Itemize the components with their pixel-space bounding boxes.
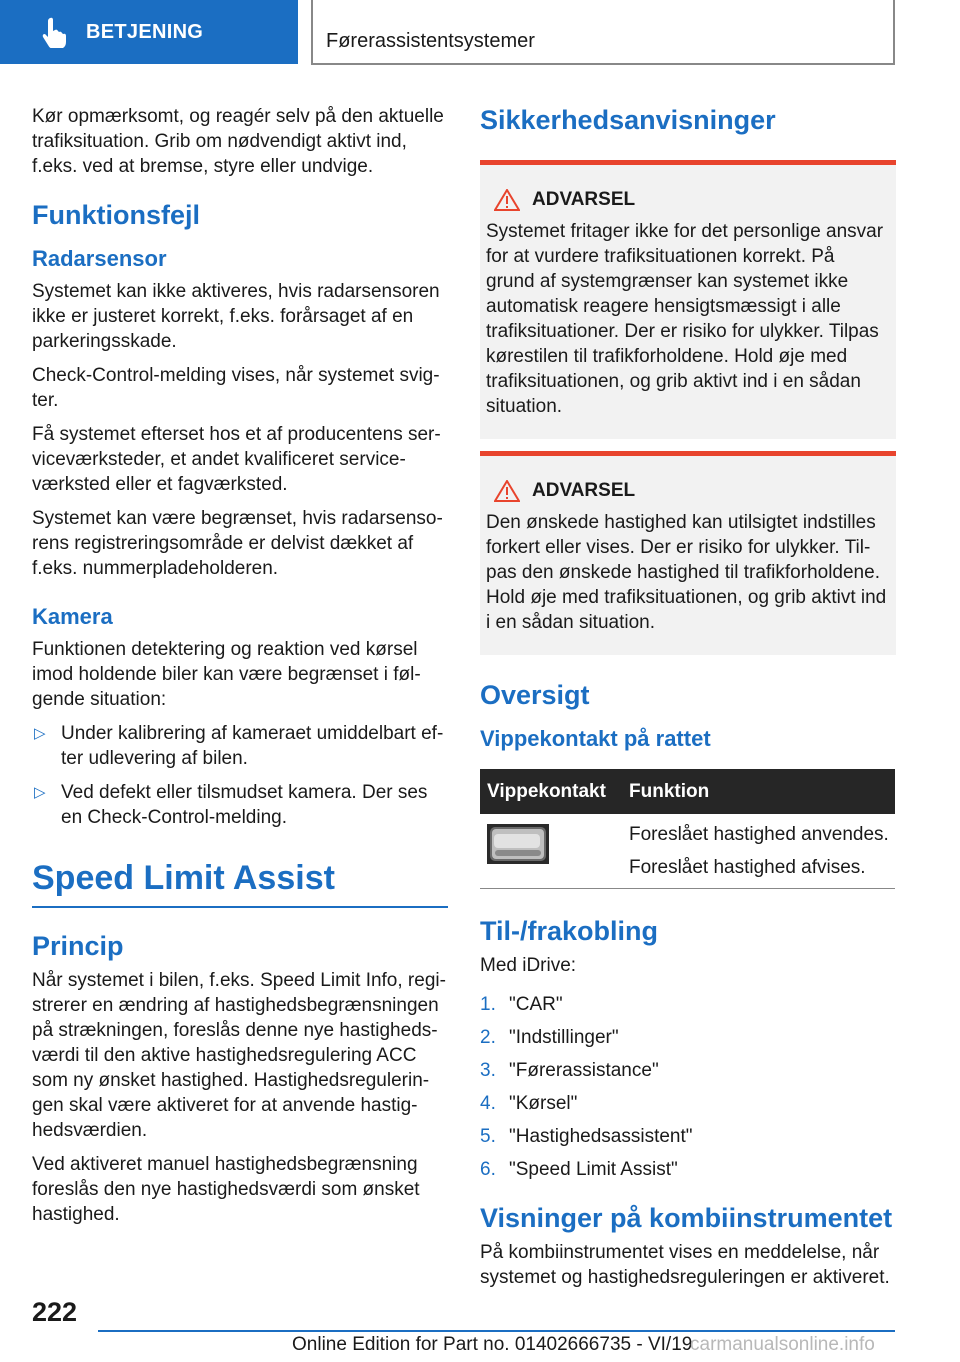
radar-paragraph-2: Check-Control-melding vises, når systemet svigter. bbox=[32, 365, 440, 411]
table-header-row bbox=[480, 769, 895, 814]
triangle-bullet-icon: ▷ bbox=[34, 725, 46, 742]
table-header-cell: Funktion bbox=[622, 769, 895, 814]
list-item: 1. "CAR" bbox=[480, 994, 563, 1015]
header-divider-right bbox=[893, 0, 895, 64]
chapter-title: Førerassistentsystemer bbox=[326, 30, 535, 52]
left-column bbox=[32, 104, 448, 1236]
heading-radarsensor: Radarsensor bbox=[32, 246, 167, 271]
table-row bbox=[480, 814, 895, 889]
heading-speed-limit-assist: Speed Limit Assist bbox=[32, 859, 335, 897]
function-reject: Foreslået hastighed afvises. bbox=[629, 857, 866, 878]
kamera-list bbox=[32, 721, 448, 830]
warning-header bbox=[486, 480, 888, 502]
warning-label: ADVARSEL bbox=[532, 189, 636, 210]
warning-triangle-icon bbox=[494, 480, 520, 502]
header-divider bbox=[311, 0, 313, 64]
heading-funktionsfejl: Funktionsfejl bbox=[32, 200, 200, 230]
footer-rule bbox=[98, 1330, 895, 1332]
list-item: 6. "Speed Limit Assist" bbox=[480, 1159, 678, 1180]
table-header-cell: Vippekontakt bbox=[480, 769, 622, 814]
warning-text: Systemet fritager ikke for det personlige ansvar for at vurdere trafiksituationen korrekt. På grund af systemgrænser kan systemet ikke automatisk reagere hensigtsmæssigt i alle trafiksituationer. Der er risiko for ulykker. Tilpas kørestilen til trafikforholdene. Hold øje med trafiksituationen, og grib aktivt ind i en sådan situation. bbox=[486, 221, 884, 417]
page-number: 222 bbox=[32, 1297, 78, 1327]
warning-triangle-icon bbox=[494, 189, 520, 211]
visninger-paragraph: På kombiinstrumentet vises en meddelelse, når systemet og hastighedsreguleringen er aktiveret. bbox=[480, 1242, 890, 1288]
header-underline bbox=[311, 63, 895, 65]
list-item: ▷ Ved defekt eller tilsmudset kamera. Der ses en Check-Control-melding. bbox=[34, 782, 428, 828]
rocker-switch-icon bbox=[487, 824, 549, 864]
list-item: 2. "Indstillinger" bbox=[480, 1027, 619, 1048]
list-item: 3. "Førerassistance" bbox=[480, 1060, 659, 1081]
list-item: 4. "Kørsel" bbox=[480, 1093, 578, 1114]
radar-paragraph-3: Få systemet efterset hos et af producentens serviceværksteder, et andet kvalificeret serviceværksted eller et fagværksted. bbox=[32, 424, 441, 495]
radar-paragraph-4: Systemet kan være begrænset, hvis radarsensorens registreringsområde er delvist dækket af f.eks. nummerpladeholderen. bbox=[32, 508, 443, 579]
intro-paragraph: Kør opmærksomt, og reagér selv på den aktuelle trafiksituation. Grib om nødvendigt aktivt ind, f.eks. ved at bremse, styre eller undvige. bbox=[32, 106, 444, 177]
heading-visninger: Visninger på kombiinstrumentet bbox=[480, 1203, 893, 1233]
heading-vippekontakt: Vippekontakt på rattet bbox=[480, 726, 711, 751]
idrive-paragraph: Med iDrive: bbox=[480, 955, 577, 976]
warning-header bbox=[486, 189, 888, 211]
list-item: 5. "Hastighedsassistent" bbox=[480, 1126, 693, 1147]
hand-pointer-icon bbox=[38, 14, 74, 50]
steps-list bbox=[480, 992, 896, 1182]
heading-sikkerhedsanvisninger: Sikkerhedsanvisninger bbox=[480, 105, 776, 135]
list-item: ▷ Under kalibrering af kameraet umiddelbart efter udlevering af bilen. bbox=[34, 723, 444, 769]
section-tab bbox=[0, 0, 298, 64]
warning-box-1 bbox=[480, 160, 896, 439]
heading-princip: Princip bbox=[32, 931, 124, 961]
warning-box-2 bbox=[480, 451, 896, 655]
warning-text: Den ønskede hastighed kan utilsigtet indstilles forkert eller vises. Der er risiko for ulykker. Tilpas den ønskede hastighed til trafikforholdene. Hold øje med trafiksituationen, og grib aktivt ind i en sådan situation. bbox=[486, 512, 887, 633]
heading-oversigt: Oversigt bbox=[480, 680, 590, 710]
heading-kamera: Kamera bbox=[32, 604, 113, 629]
right-column bbox=[480, 104, 896, 1299]
function-accept: Foreslået hastighed anvendes. bbox=[629, 824, 889, 845]
watermark-logo: carmanualsonline.info bbox=[690, 1334, 875, 1355]
princip-paragraph-1: Når systemet i bilen, f.eks. Speed Limit Info, registrerer en ændring af hastighedsbegrænsningen på strækningen, foreslås denne nye hastighedsværdi til den aktive hastighedsregulering ACC som ny ønsket hastighed. Hastighedsreguleringen skal være aktiveret for at anvende hastighedsværdien. bbox=[32, 970, 446, 1141]
princip-paragraph-2: Ved aktiveret manuel hastighedsbegrænsning foreslås den nye hastighedsværdi som ønsket hastighed. bbox=[32, 1154, 420, 1225]
triangle-bullet-icon: ▷ bbox=[34, 784, 46, 801]
warning-label: ADVARSEL bbox=[532, 480, 636, 501]
section-name: BETJENING bbox=[86, 20, 204, 43]
heading-rule bbox=[32, 906, 448, 908]
table-cell-image bbox=[480, 814, 622, 889]
heading-til-frakobling: Til-/frakobling bbox=[480, 916, 659, 946]
edition-text: Online Edition for Part no. 01402666735 - VI/19 bbox=[292, 1334, 693, 1355]
kamera-paragraph: Funktionen detektering og reaktion ved kørsel imod holdende biler kan være begrænset i følgende situation: bbox=[32, 639, 421, 710]
table-cell-function bbox=[622, 814, 895, 889]
radar-paragraph-1: Systemet kan ikke aktiveres, hvis radarsensoren ikke er justeret korrekt, f.eks. forårsaget af en parkeringsskade. bbox=[32, 281, 440, 352]
controls-table bbox=[480, 769, 895, 889]
